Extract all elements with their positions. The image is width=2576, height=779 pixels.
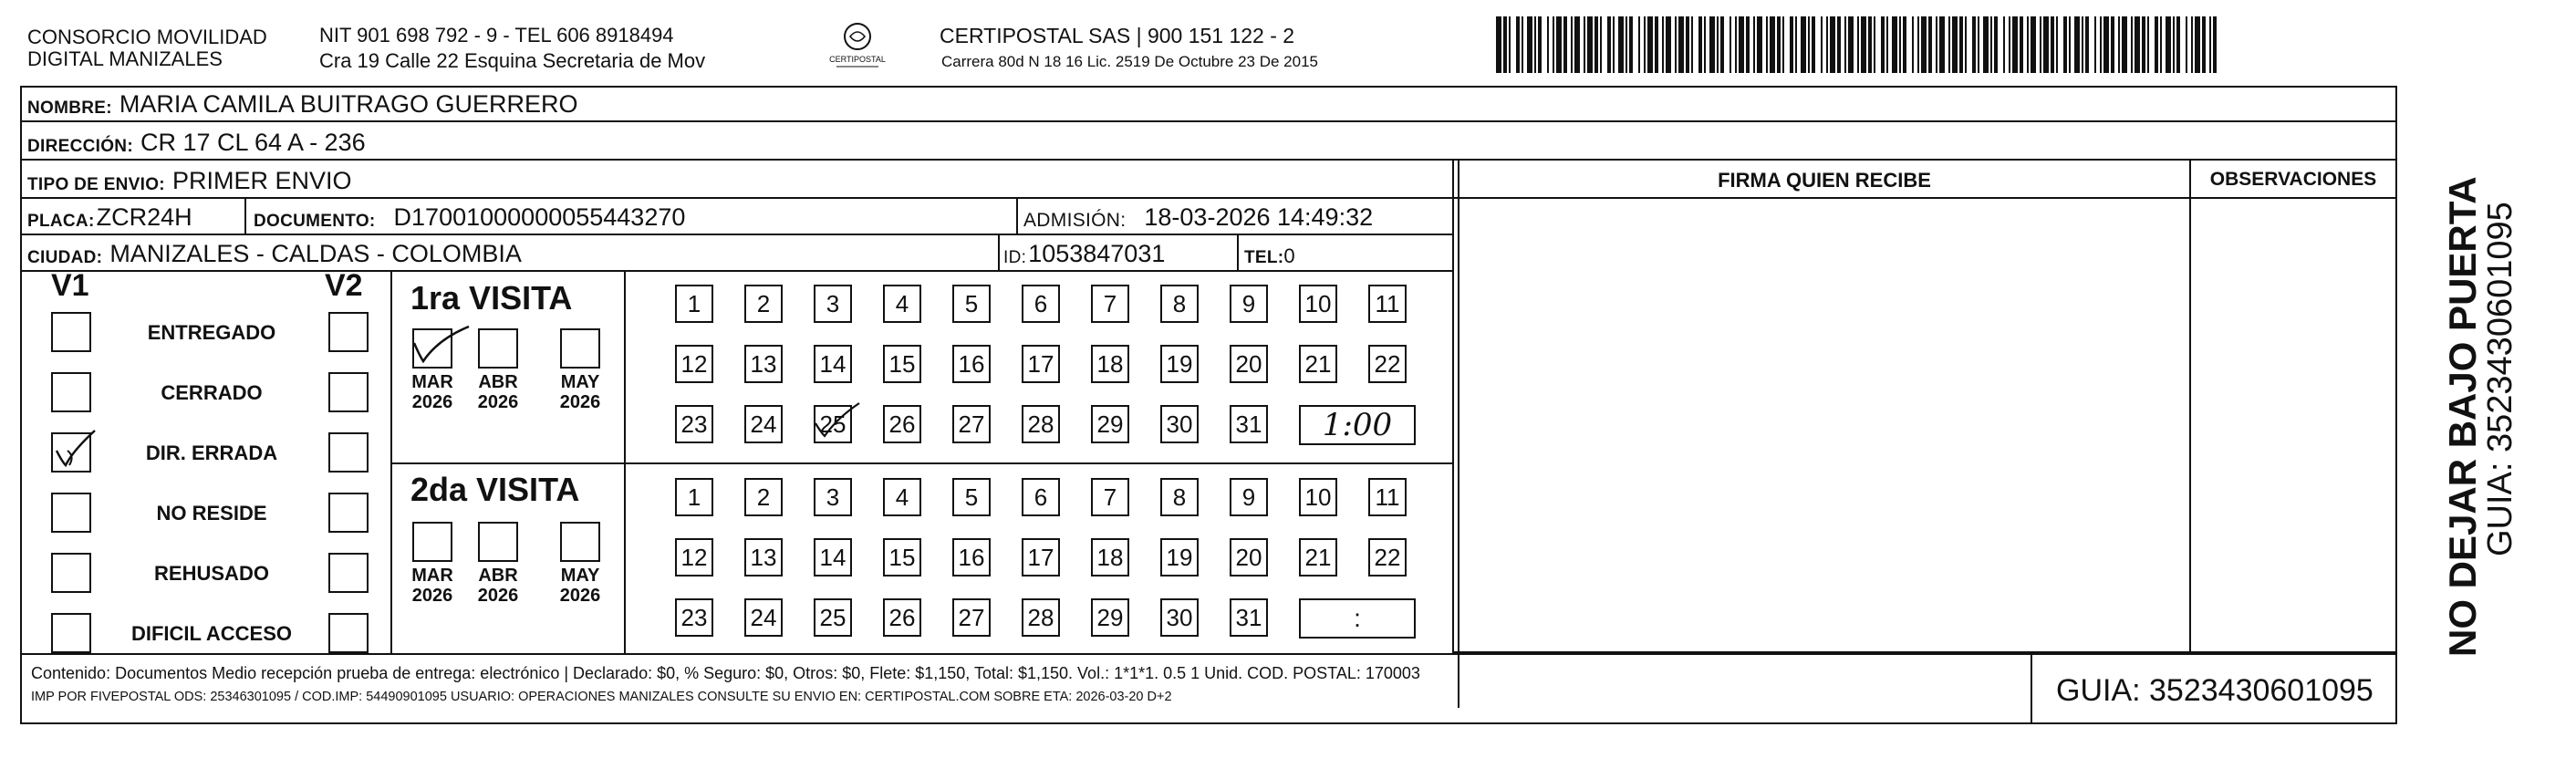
day-box-25[interactable]: 25 [814,405,852,443]
status-v2-checkbox[interactable] [328,312,369,352]
certipostal-logo [826,20,889,73]
month-checkbox[interactable] [560,328,600,369]
day-box-31[interactable]: 31 [1230,598,1268,637]
day-box-5[interactable]: 5 [952,478,991,516]
svg-text:CERTIPOSTAL: CERTIPOSTAL [829,55,886,64]
day-box-17[interactable]: 17 [1022,345,1060,383]
month-year: 2026 [477,392,519,412]
tel-field [1244,238,1295,268]
day-box-13[interactable]: 13 [744,538,783,576]
admision-divider [1016,199,1018,234]
day-box-6[interactable]: 6 [1022,285,1060,323]
day-box-20[interactable]: 20 [1230,538,1268,576]
status-v1-checkbox[interactable] [51,553,91,593]
status-label: ENTREGADO [147,321,276,344]
status-label: DIR. ERRADA [145,441,278,464]
status-v2-checkbox[interactable] [328,432,369,473]
admision-label: ADMISIÓN: [1023,210,1127,231]
id-field [1003,236,1165,268]
month-label [471,566,525,606]
footer-guia: GUIA: 3523430601095 [2056,673,2373,708]
status-label: CERRADO [161,381,263,404]
day-box-7[interactable]: 7 [1091,478,1129,516]
status-v2-checkbox[interactable] [328,493,369,533]
status-v2-checkbox[interactable] [328,372,369,412]
day-box-18[interactable]: 18 [1091,345,1129,383]
vertical-fold-line [1458,161,1459,708]
status-v1-checkbox[interactable] [51,432,91,473]
placa-field [27,200,192,232]
status-label: REHUSADO [154,562,269,585]
month-checkbox[interactable] [560,522,600,562]
day-box-6[interactable]: 6 [1022,478,1060,516]
form-bottom-border [20,722,2397,724]
status-v1-checkbox[interactable] [51,613,91,653]
month-name: ABR [478,566,518,586]
day-box-25[interactable]: 25 [814,598,852,637]
day-box-14[interactable]: 14 [814,345,852,383]
day-box-4[interactable]: 4 [883,285,921,323]
day-box-10[interactable]: 10 [1299,478,1337,516]
day-box-31[interactable]: 31 [1230,405,1268,443]
ciudad-label: CIUDAD: [27,248,103,267]
tel-value: 0 [1283,244,1295,267]
months-days-divider [624,270,626,653]
firma-label: FIRMA QUIEN RECIBE [1718,169,1931,192]
nombre-value: MARIA CAMILA BUITRAGO GUERRERO [119,90,578,118]
placa-divider [244,199,246,234]
day-box-10[interactable]: 10 [1299,285,1337,323]
day-box-17[interactable]: 17 [1022,538,1060,576]
month-checkbox[interactable] [412,328,452,369]
id-value: 1053847031 [1028,240,1166,267]
month-label [405,372,460,412]
day-box-12[interactable]: 12 [675,345,713,383]
tel-label: TEL: [1244,248,1284,267]
day-box-26[interactable]: 26 [883,598,921,637]
day-box-22[interactable]: 22 [1368,345,1407,383]
visit-separator [390,462,1452,464]
documento-field [254,200,685,232]
day-box-28[interactable]: 28 [1022,405,1060,443]
month-year: 2026 [411,392,453,412]
placa-value: ZCR24H [96,203,192,231]
day-box-13[interactable]: 13 [744,345,783,383]
visit-time-box[interactable]: 1:00 [1299,405,1416,445]
day-box-1[interactable]: 1 [675,285,713,323]
courier-name: CERTIPOSTAL SAS | 900 151 122 - 2 [940,24,1295,47]
month-name: MAR [411,372,453,392]
day-box-24[interactable]: 24 [744,405,783,443]
admision-value: 18-03-2026 14:49:32 [1144,203,1374,231]
direccion-label: DIRECCIÓN: [27,137,133,156]
footer-guia-divider [2031,653,2032,722]
status-v1-checkbox[interactable] [51,493,91,533]
first-visit-title: 1ra VISITA [410,279,573,317]
status-label: DIFICIL ACCESO [130,622,292,645]
day-box-29[interactable]: 29 [1091,405,1129,443]
day-box-8[interactable]: 8 [1160,285,1199,323]
nombre-label: NOMBRE: [27,99,112,118]
courier-license: Carrera 80d N 18 16 Lic. 2519 De Octubre 23 De 2015 [941,53,1318,70]
placa-label: PLACA: [27,212,95,231]
admision-field [1023,200,1373,232]
day-box-23[interactable]: 23 [675,405,713,443]
org-name-line1: CONSORCIO MOVILIDAD [27,26,267,48]
month-label [553,372,608,412]
day-box-30[interactable]: 30 [1160,405,1199,443]
form-right-border [2395,86,2397,724]
observaciones-divider [2189,161,2191,653]
firma-header-line [1452,197,2397,199]
day-box-22[interactable]: 22 [1368,538,1407,576]
barcode [1496,16,2217,73]
tipo-envio-value: PRIMER ENVIO [171,167,352,194]
documento-value: D17001000000055443270 [393,203,686,231]
v2-label: V2 [325,268,363,303]
day-box-20[interactable]: 20 [1230,345,1268,383]
day-box-21[interactable]: 21 [1299,538,1337,576]
row-line-5 [20,270,1452,272]
id-label: ID: [1003,248,1027,267]
day-box-28[interactable]: 28 [1022,598,1060,637]
no-dejar-bajo-puerta: NO DEJAR BAJO PUERTA [2441,176,2484,657]
status-v1-checkbox[interactable] [51,372,91,412]
month-name: MAY [560,566,600,586]
day-box-30[interactable]: 30 [1160,598,1199,637]
second-visit-title: 2da VISITA [410,471,580,508]
status-v2-checkbox[interactable] [328,553,369,593]
month-name: MAR [411,566,453,586]
day-box-23[interactable]: 23 [675,598,713,637]
day-box-16[interactable]: 16 [952,538,991,576]
direccion-field [27,124,366,157]
day-box-9[interactable]: 9 [1230,478,1268,516]
documento-label: DOCUMENTO: [254,212,376,231]
day-box-2[interactable]: 2 [744,478,783,516]
month-year: 2026 [559,392,601,412]
check-mark-icon [409,319,473,365]
row-line-2 [20,159,2397,161]
day-box-19[interactable]: 19 [1160,345,1199,383]
day-box-21[interactable]: 21 [1299,345,1337,383]
visit-time-box[interactable]: : [1299,598,1416,639]
day-box-7[interactable]: 7 [1091,285,1129,323]
day-box-15[interactable]: 15 [883,538,921,576]
footer-top-line [20,653,2397,655]
footer-imp-line: IMP POR FIVEPOSTAL ODS: 25346301095 / COD.IMP: 54490901095 USUARIO: OPERACIONES MANIZALES CONSULTE SU ENVIO EN: CERTIPOSTAL.COM SOBRE ETA: 2026-03-20 D+2 [31,690,1172,704]
month-label [553,566,608,606]
day-box-15[interactable]: 15 [883,345,921,383]
check-mark-icon [49,425,102,471]
month-year: 2026 [411,586,453,606]
day-box-19[interactable]: 19 [1160,538,1199,576]
day-box-24[interactable]: 24 [744,598,783,637]
day-box-11[interactable]: 11 [1368,478,1407,516]
status-v2-checkbox[interactable] [328,613,369,653]
day-box-3[interactable]: 3 [814,478,852,516]
day-box-29[interactable]: 29 [1091,598,1129,637]
month-label [405,566,460,606]
day-box-5[interactable]: 5 [952,285,991,323]
month-checkbox[interactable] [478,328,518,369]
tipo-envio-field [27,162,351,195]
status-label: NO RESIDE [156,502,267,525]
month-name: ABR [478,372,518,392]
row-line-1 [20,120,2397,122]
id-divider [998,235,1000,270]
check-mark-icon [810,396,865,441]
v1-label: V1 [51,268,89,303]
day-box-26[interactable]: 26 [883,405,921,443]
day-box-4[interactable]: 4 [883,478,921,516]
tel-divider [1237,235,1239,270]
status-visits-divider [390,270,392,653]
left-panel-right-border [1452,161,1454,653]
month-name: MAY [560,372,600,392]
day-box-1[interactable]: 1 [675,478,713,516]
day-box-3[interactable]: 3 [814,285,852,323]
day-box-14[interactable]: 14 [814,538,852,576]
day-box-8[interactable]: 8 [1160,478,1199,516]
footer-content-line: Contenido: Documentos Medio recepción prueba de entrega: electrónico | Declarado: $0, % Seguro: $0, Otros: $0, Flete: $1,150, Total: $1,150. Vol.: 1*1*1. 0.5 1 Unid. COD. POSTAL: 170003 [31,664,1420,682]
month-year: 2026 [559,586,601,606]
status-v1-checkbox[interactable] [51,312,91,352]
ciudad-field [27,236,522,268]
org-nit: NIT 901 698 792 - 9 - TEL 606 8918494 [319,24,674,47]
day-box-16[interactable]: 16 [952,345,991,383]
side-guia: GUIA: 3523430601095 [2481,202,2519,556]
month-checkbox[interactable] [478,522,518,562]
org-address: Cra 19 Calle 22 Esquina Secretaria de Mov [319,49,706,72]
direccion-value: CR 17 CL 64 A - 236 [140,129,366,156]
nombre-field [27,88,577,119]
day-box-11[interactable]: 11 [1368,285,1407,323]
day-box-18[interactable]: 18 [1091,538,1129,576]
day-box-27[interactable]: 27 [952,598,991,637]
month-label [471,372,525,412]
form-left-border [20,86,22,724]
ciudad-value: MANIZALES - CALDAS - COLOMBIA [109,240,522,267]
day-box-2[interactable]: 2 [744,285,783,323]
observaciones-label: OBSERVACIONES [2209,169,2377,190]
day-box-12[interactable]: 12 [675,538,713,576]
day-box-27[interactable]: 27 [952,405,991,443]
org-name-line2: DIGITAL MANIZALES [27,47,223,70]
month-checkbox[interactable] [412,522,452,562]
tipo-envio-label: TIPO DE ENVIO: [27,175,165,194]
month-year: 2026 [477,586,519,606]
day-box-9[interactable]: 9 [1230,285,1268,323]
